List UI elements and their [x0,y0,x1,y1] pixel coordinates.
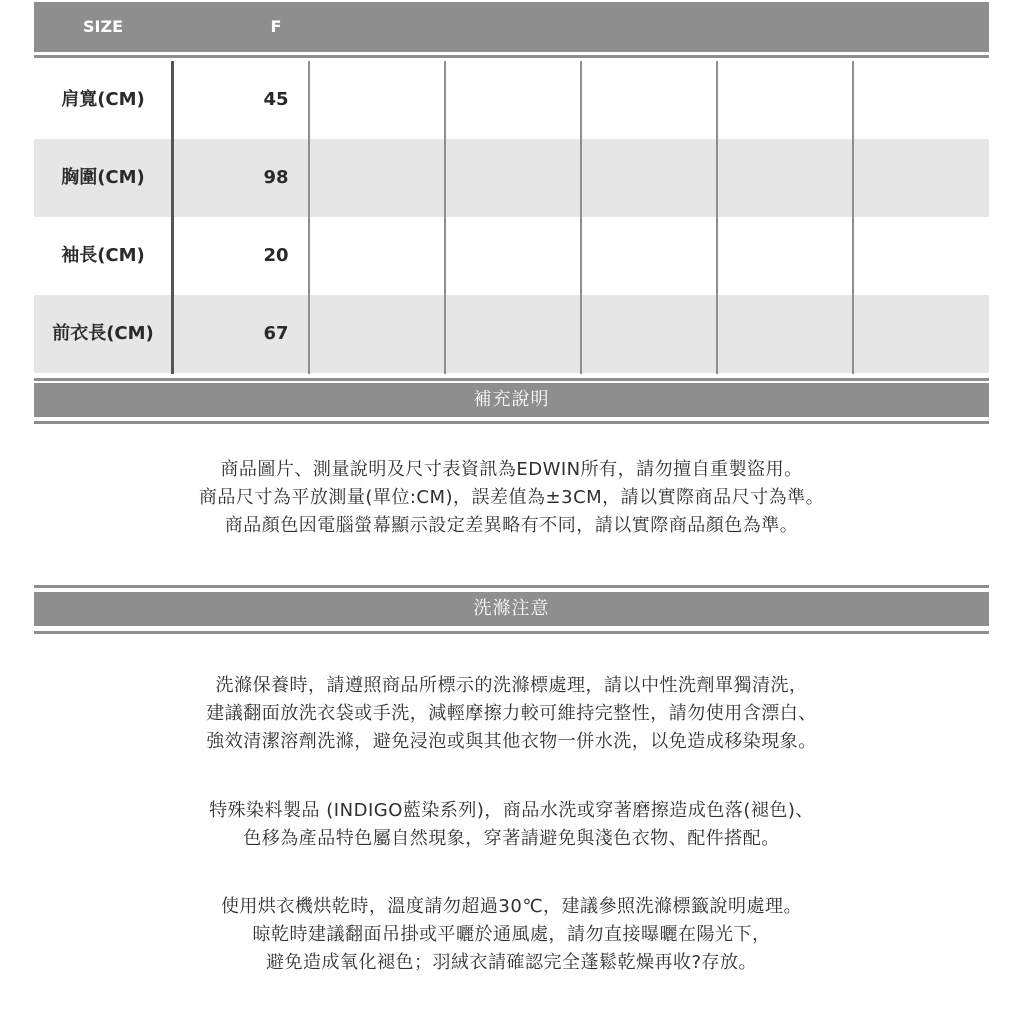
washing-line: 晾乾時建議翻面吊掛或平曬於通風處，請勿直接曝曬在陽光下， [252,924,771,945]
column-divider [852,61,854,374]
column-divider [171,61,174,374]
row-value-sleeve: 20 [263,245,289,266]
supplement-bottom-rule [34,421,989,424]
washing-paragraph-3 [34,893,989,977]
washing-line: 強效清潔溶劑洗滌，避免浸泡或與其他衣物一併水洗，以免造成移染現象。 [206,731,817,752]
washing-line: 建議翻面放洗衣袋或手洗，減輕摩擦力較可維持完整性，請勿使用含漂白、 [206,703,817,724]
row-value-shoulder: 45 [263,89,289,110]
column-divider [308,61,310,374]
row-value-front-length: 67 [263,323,289,344]
washing-paragraph-1 [34,672,989,756]
size-table [34,61,989,374]
table-row [34,139,989,217]
supplement-title-bar: 補充說明 [34,383,989,417]
column-divider [580,61,582,374]
column-divider [444,61,446,374]
washing-bottom-rule [34,631,989,634]
size-table-header [34,2,989,52]
washing-line: 洗滌保養時，請遵照商品所標示的洗滌標處理，請以中性洗劑單獨清洗， [215,675,808,696]
supplement-line: 商品圖片、測量說明及尺寸表資訊為EDWIN所有，請勿擅自重製盜用。 [220,459,803,480]
size-header-label: SIZE [82,17,123,36]
size-header-rule [34,55,989,58]
supplement-line: 商品尺寸為平放測量(單位:CM)，誤差值為±3CM，請以實際商品尺寸為準。 [198,487,825,508]
washing-paragraph-2 [34,797,989,853]
washing-line: 特殊染料製品 (INDIGO藍染系列)，商品水洗或穿著磨擦造成色落(褪色)、 [209,800,814,821]
row-label-chest: 胸圍(CM) [61,167,145,188]
table-row [34,61,989,139]
washing-line: 色移為產品特色屬自然現象，穿著請避免與淺色衣物、配件搭配。 [243,828,780,849]
supplement-line: 商品顏色因電腦螢幕顯示設定差異略有不同，請以實際商品顏色為準。 [224,515,799,536]
table-row [34,295,989,373]
column-divider [716,61,718,374]
washing-top-rule [34,585,989,588]
washing-line: 避免造成氧化褪色；羽絨衣請確認完全蓬鬆乾燥再收?存放。 [265,952,758,973]
washing-title-bar: 洗滌注意 [34,592,989,626]
row-label-front-length: 前衣長(CM) [52,323,154,344]
supplement-top-rule [34,378,989,381]
row-value-chest: 98 [263,167,289,188]
row-label-shoulder: 肩寬(CM) [61,89,145,110]
supplement-text [34,456,989,540]
table-row [34,217,989,295]
row-label-sleeve: 袖長(CM) [61,245,145,266]
washing-line: 使用烘衣機烘乾時，溫度請勿超過30℃，建議參照洗滌標籤說明處理。 [220,896,803,917]
size-header-column-f: F [270,17,282,36]
